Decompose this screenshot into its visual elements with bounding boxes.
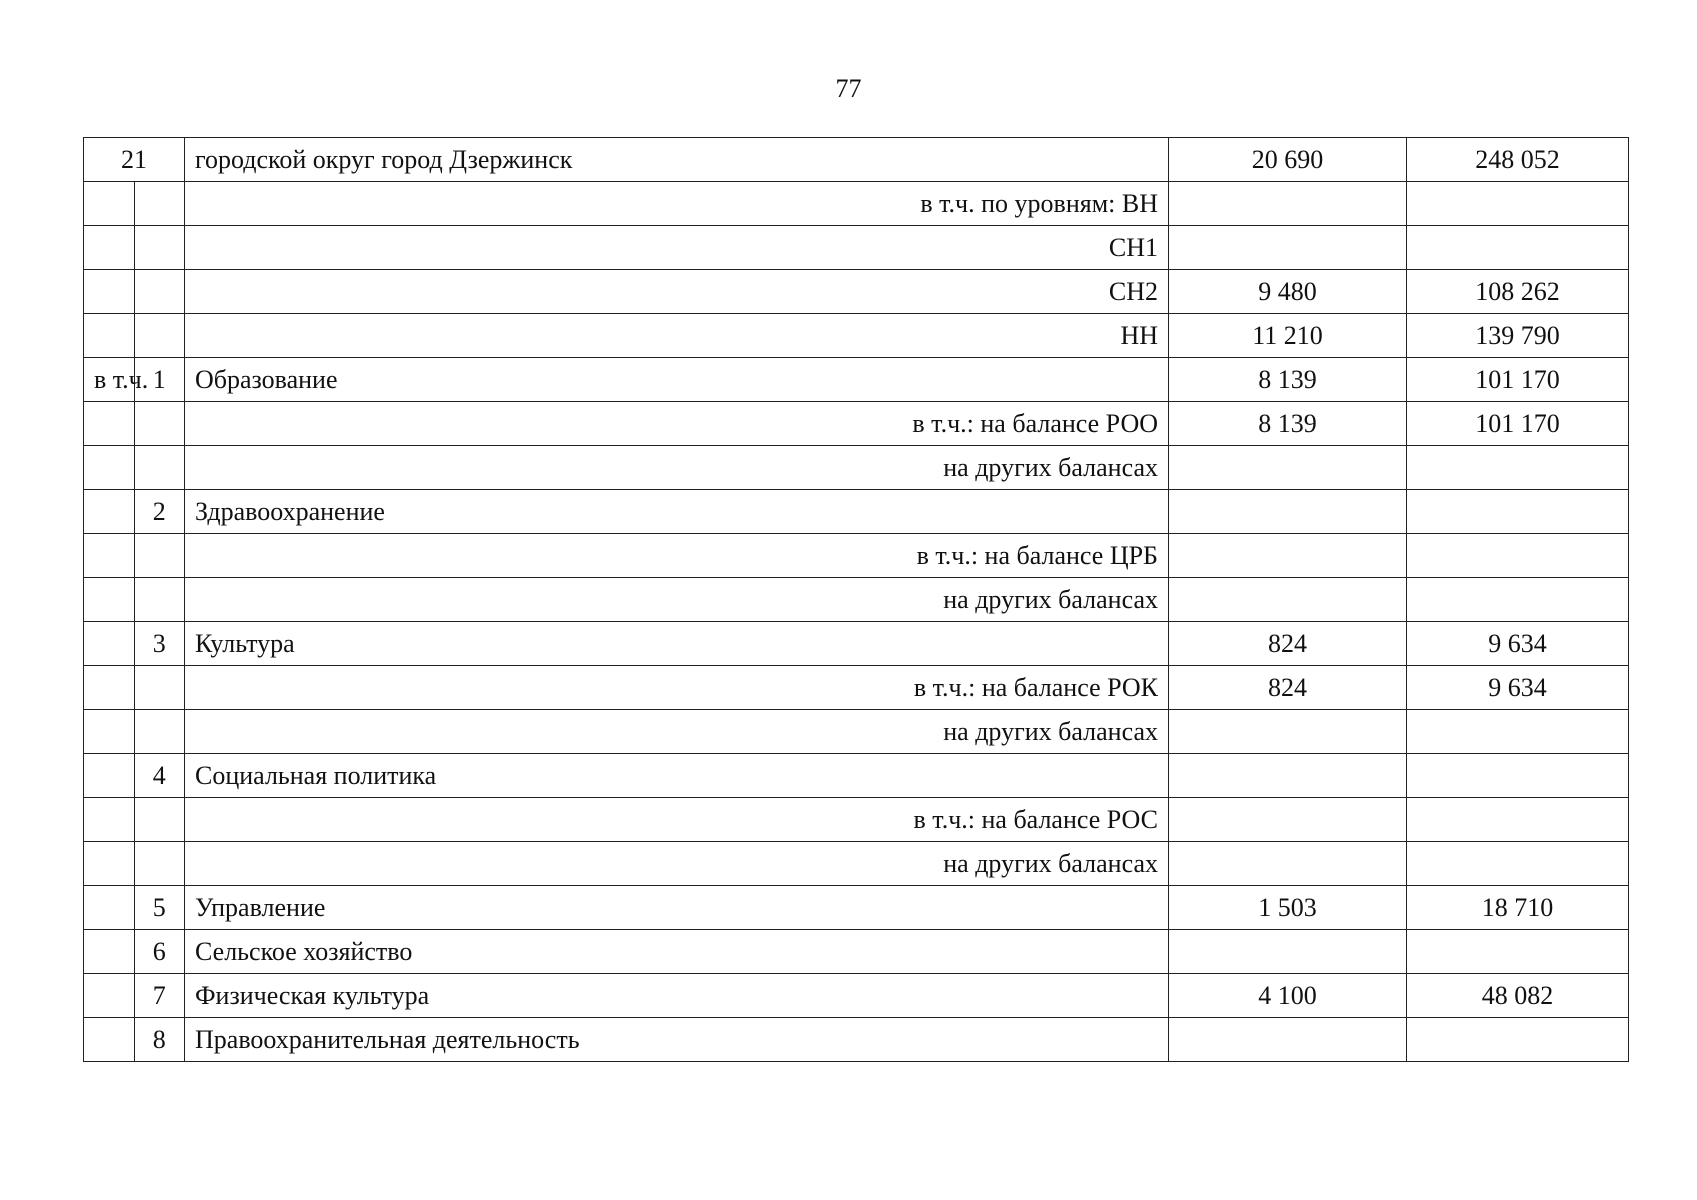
row-value1-cell xyxy=(1169,226,1407,270)
table-row-district xyxy=(84,138,1629,182)
row-value2-cell: 108 262 xyxy=(1407,270,1629,314)
district-code: 21 xyxy=(84,138,185,182)
row-value2-cell xyxy=(1407,930,1629,974)
budget-table xyxy=(83,137,1629,1062)
row-name-cell: в т.ч.: на балансе ЦРБ xyxy=(185,534,1169,578)
row-group-cell xyxy=(84,182,135,226)
table-row xyxy=(84,974,1629,1018)
table-row xyxy=(84,402,1629,446)
row-group-cell xyxy=(84,666,135,710)
table-row xyxy=(84,1018,1629,1062)
row-value1-cell xyxy=(1169,578,1407,622)
row-value2-cell: 139 790 xyxy=(1407,314,1629,358)
row-number-cell xyxy=(134,226,185,270)
row-name-cell: СН2 xyxy=(185,270,1169,314)
table-row xyxy=(84,226,1629,270)
row-value2-cell xyxy=(1407,1018,1629,1062)
row-name-cell: в т.ч.: на балансе РОС xyxy=(185,798,1169,842)
row-number-cell xyxy=(134,578,185,622)
row-number-cell: 4 xyxy=(134,754,185,798)
row-name-cell: СН1 xyxy=(185,226,1169,270)
row-value1-cell: 8 139 xyxy=(1169,402,1407,446)
row-value2-cell: 101 170 xyxy=(1407,358,1629,402)
row-name-cell: в т.ч.: на балансе РОО xyxy=(185,402,1169,446)
budget-table-body xyxy=(84,138,1629,1062)
row-value2-cell: 9 634 xyxy=(1407,666,1629,710)
table-row xyxy=(84,534,1629,578)
row-value1-cell xyxy=(1169,798,1407,842)
row-name-cell: Правоохранительная деятельность xyxy=(185,1018,1169,1062)
table-row xyxy=(84,270,1629,314)
table-row xyxy=(84,666,1629,710)
row-value1-cell: 11 210 xyxy=(1169,314,1407,358)
row-name-cell: на других балансах xyxy=(185,446,1169,490)
row-group-cell xyxy=(84,842,135,886)
row-value2-cell: 9 634 xyxy=(1407,622,1629,666)
row-number-cell xyxy=(134,534,185,578)
row-name-cell: Здравоохранение xyxy=(185,490,1169,534)
row-group-cell xyxy=(84,578,135,622)
row-number-cell xyxy=(134,402,185,446)
row-group-cell xyxy=(84,754,135,798)
row-number-cell xyxy=(134,446,185,490)
row-group-cell xyxy=(84,974,135,1018)
row-value2-cell xyxy=(1407,182,1629,226)
row-name-cell: Культура xyxy=(185,622,1169,666)
row-group-cell xyxy=(84,930,135,974)
row-name-cell: НН xyxy=(185,314,1169,358)
row-name-cell: на других балансах xyxy=(185,842,1169,886)
row-group-cell xyxy=(84,490,135,534)
table-row xyxy=(84,358,1629,402)
row-value1-cell xyxy=(1169,754,1407,798)
table-row xyxy=(84,798,1629,842)
district-value1: 20 690 xyxy=(1169,138,1407,182)
row-number-cell xyxy=(134,666,185,710)
table-row xyxy=(84,930,1629,974)
row-value1-cell: 9 480 xyxy=(1169,270,1407,314)
table-row xyxy=(84,446,1629,490)
row-group-cell xyxy=(84,710,135,754)
row-group-cell xyxy=(84,270,135,314)
row-value1-cell: 824 xyxy=(1169,622,1407,666)
row-value1-cell: 4 100 xyxy=(1169,974,1407,1018)
row-name-cell: Физическая культура xyxy=(185,974,1169,1018)
row-number-cell: 6 xyxy=(134,930,185,974)
row-name-cell: в т.ч. по уровням: ВН xyxy=(185,182,1169,226)
row-value2-cell: 18 710 xyxy=(1407,886,1629,930)
row-value2-cell xyxy=(1407,446,1629,490)
row-number-cell xyxy=(134,710,185,754)
row-value2-cell xyxy=(1407,842,1629,886)
row-value2-cell: 48 082 xyxy=(1407,974,1629,1018)
table-row xyxy=(84,314,1629,358)
row-value2-cell xyxy=(1407,578,1629,622)
row-number-cell: 3 xyxy=(134,622,185,666)
row-number-cell: 7 xyxy=(134,974,185,1018)
row-number-cell: 1 xyxy=(134,358,185,402)
row-name-cell: Управление xyxy=(185,886,1169,930)
row-value2-cell xyxy=(1407,754,1629,798)
row-group-cell xyxy=(84,534,135,578)
row-number-cell xyxy=(134,182,185,226)
table-row xyxy=(84,622,1629,666)
row-group-cell xyxy=(84,1018,135,1062)
row-group-cell xyxy=(84,622,135,666)
row-number-cell xyxy=(134,270,185,314)
row-value1-cell xyxy=(1169,842,1407,886)
row-value1-cell xyxy=(1169,1018,1407,1062)
row-number-cell: 2 xyxy=(134,490,185,534)
row-value2-cell xyxy=(1407,710,1629,754)
row-name-cell: Сельское хозяйство xyxy=(185,930,1169,974)
row-group-cell xyxy=(84,798,135,842)
row-value2-cell xyxy=(1407,534,1629,578)
row-number-cell xyxy=(134,314,185,358)
district-value2: 248 052 xyxy=(1407,138,1629,182)
row-value2-cell xyxy=(1407,226,1629,270)
table-row xyxy=(84,886,1629,930)
row-value1-cell xyxy=(1169,534,1407,578)
row-group-cell xyxy=(84,446,135,490)
row-value1-cell: 824 xyxy=(1169,666,1407,710)
row-value1-cell: 1 503 xyxy=(1169,886,1407,930)
row-group-cell xyxy=(84,402,135,446)
table-row xyxy=(84,490,1629,534)
row-number-cell xyxy=(134,798,185,842)
row-group-cell xyxy=(84,314,135,358)
table-row xyxy=(84,710,1629,754)
row-name-cell: Образование xyxy=(185,358,1169,402)
row-value1-cell xyxy=(1169,490,1407,534)
table-row xyxy=(84,754,1629,798)
table-row xyxy=(84,578,1629,622)
row-value1-cell xyxy=(1169,182,1407,226)
row-name-cell: Социальная политика xyxy=(185,754,1169,798)
row-number-cell: 5 xyxy=(134,886,185,930)
row-number-cell: 8 xyxy=(134,1018,185,1062)
table-row xyxy=(84,182,1629,226)
page-number: 77 xyxy=(835,74,862,103)
row-value2-cell xyxy=(1407,490,1629,534)
row-group-cell xyxy=(84,886,135,930)
row-value2-cell: 101 170 xyxy=(1407,402,1629,446)
row-group-cell xyxy=(84,226,135,270)
row-name-cell: на других балансах xyxy=(185,578,1169,622)
row-value1-cell: 8 139 xyxy=(1169,358,1407,402)
row-name-cell: в т.ч.: на балансе РОК xyxy=(185,666,1169,710)
table-row xyxy=(84,842,1629,886)
row-number-cell xyxy=(134,842,185,886)
row-value2-cell xyxy=(1407,798,1629,842)
row-value1-cell xyxy=(1169,446,1407,490)
row-value1-cell xyxy=(1169,930,1407,974)
row-group-cell: в т.ч. xyxy=(84,358,135,402)
district-name: городской округ город Дзержинск xyxy=(185,138,1169,182)
row-value1-cell xyxy=(1169,710,1407,754)
row-name-cell: на других балансах xyxy=(185,710,1169,754)
